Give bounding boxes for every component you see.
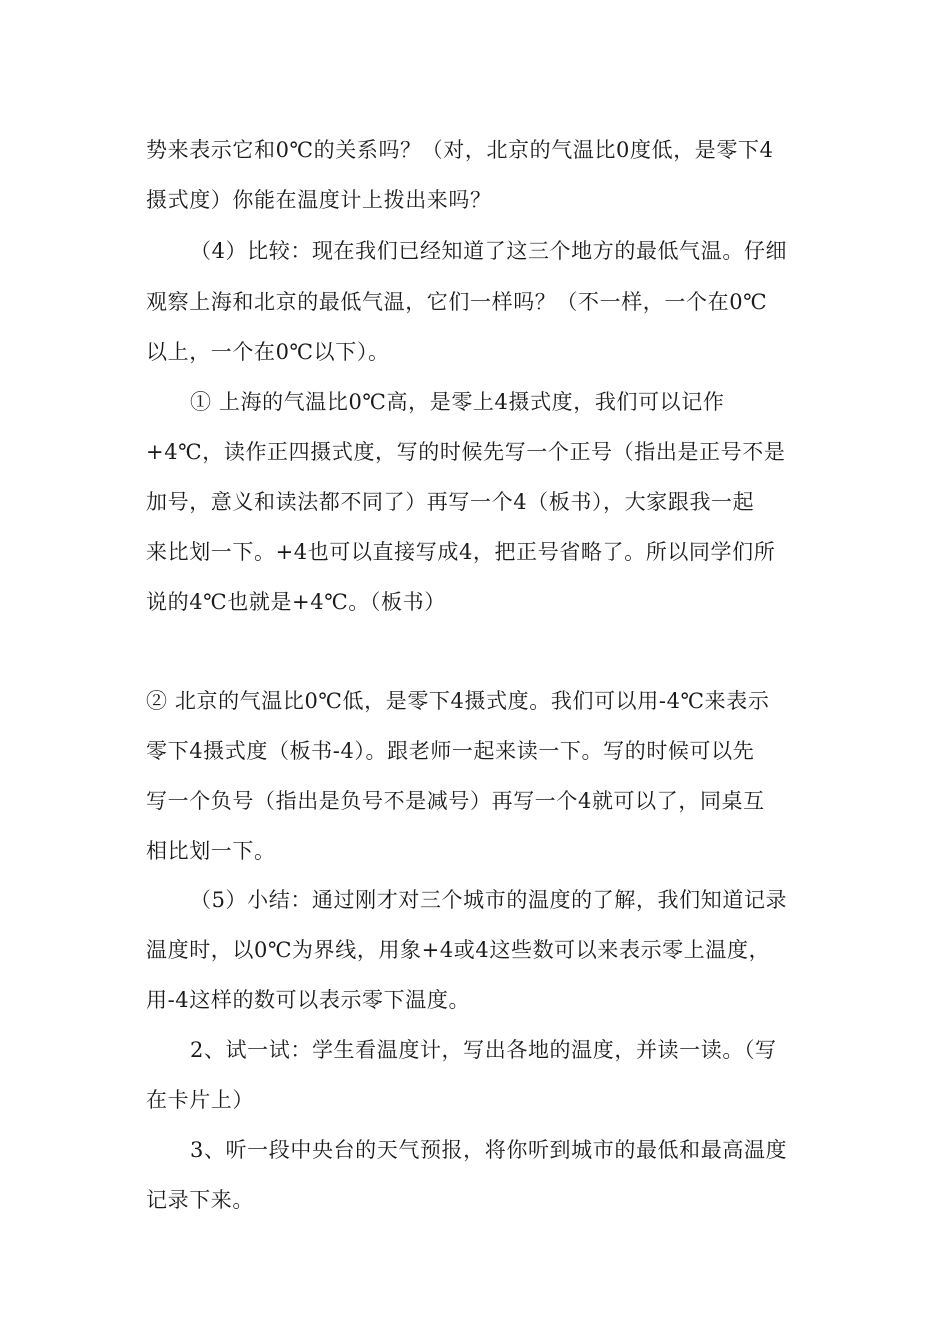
paragraph-line: 温度时，以0℃为界线，用象+4或4这些数可以来表示零上温度， xyxy=(146,938,771,962)
paragraph-line: 3、听一段中央台的天气预报，将你听到城市的最低和最高温度 xyxy=(190,1138,788,1162)
paragraph-line: 写一个负号（指出是负号不是减号）再写一个4就可以了，同桌互 xyxy=(146,789,765,813)
paragraph-line: 相比划一下。 xyxy=(146,839,276,863)
paragraph-line: （5）小结：通过刚才对三个城市的温度的了解，我们知道记录 xyxy=(190,888,788,912)
paragraph-line: 说的4℃也就是+4℃。（板书） xyxy=(146,590,446,614)
paragraph-line: 2、试一试：学生看温度计，写出各地的温度，并读一读。（写 xyxy=(190,1038,777,1062)
paragraph-line: ② 北京的气温比0℃低，是零下4摄式度。我们可以用-4℃来表示 xyxy=(146,689,770,713)
paragraph-line: 摄式度）你能在温度计上拨出来吗？ xyxy=(146,188,492,212)
paragraph-line: ① 上海的气温比0℃高，是零上4摄式度，我们可以记作 xyxy=(190,390,725,414)
paragraph-line: （4）比较：现在我们已经知道了这三个地方的最低气温。仔细 xyxy=(190,239,788,263)
paragraph-line: 用-4这样的数可以表示零下温度。 xyxy=(146,988,471,1012)
paragraph-line: 加号，意义和读法都不同了）再写一个4（板书），大家跟我一起 xyxy=(146,490,755,514)
paragraph-line: 观察上海和北京的最低气温，它们一样吗？（不一样，一个在0℃ xyxy=(146,290,768,314)
paragraph-line: +4℃，读作正四摄式度，写的时候先写一个正号（指出是正号不是 xyxy=(146,440,786,464)
paragraph-line: 势来表示它和0℃的关系吗？（对，北京的气温比0度低，是零下4 xyxy=(146,138,774,162)
paragraph-line: 来比划一下。+4也可以直接写成4，把正号省略了。所以同学们所 xyxy=(146,540,776,564)
paragraph-line: 在卡片上） xyxy=(146,1088,254,1112)
paragraph-line: 记录下来。 xyxy=(146,1188,254,1212)
paragraph-line: 零下4摄式度（板书-4）。跟老师一起来读一下。写的时候可以先 xyxy=(146,739,755,763)
paragraph-line: 以上，一个在0℃以下）。 xyxy=(146,340,390,364)
